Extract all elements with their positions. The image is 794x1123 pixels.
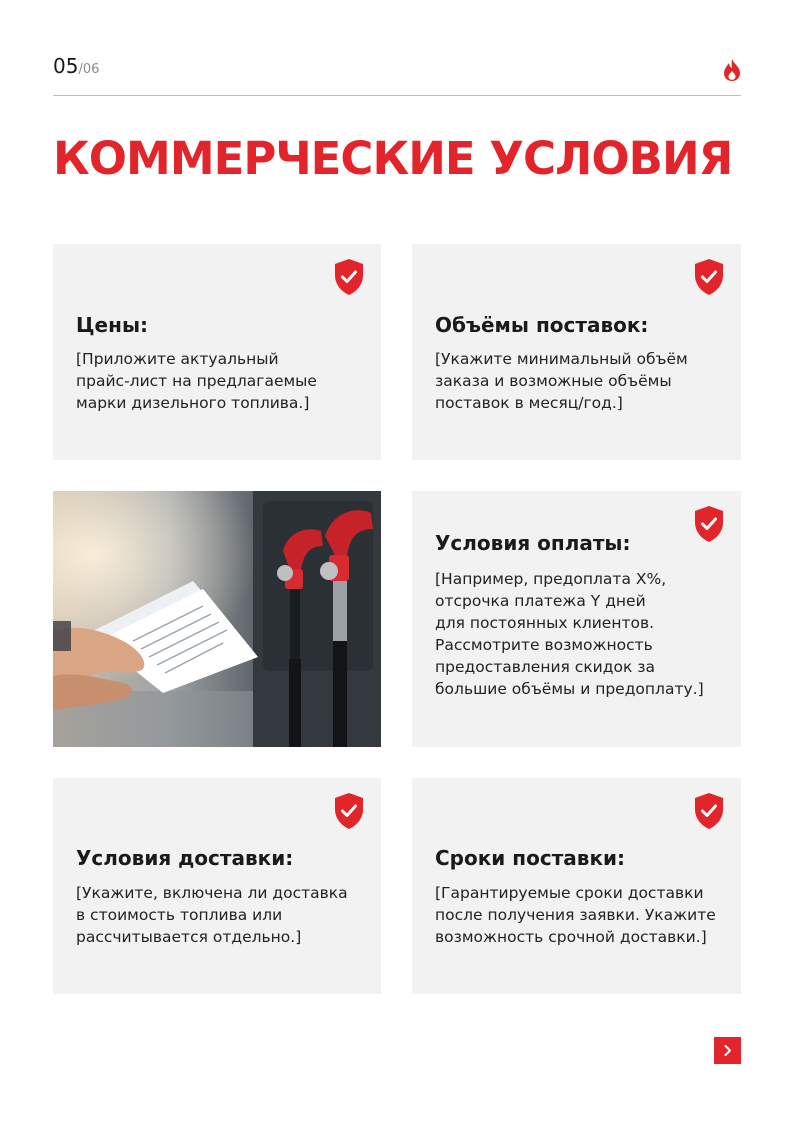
card-delivery-time xyxy=(412,778,741,994)
card-volumes xyxy=(412,244,741,460)
card-payment xyxy=(412,491,741,747)
header-divider xyxy=(53,95,741,96)
next-page-button[interactable] xyxy=(714,1037,741,1064)
card-heading: Объёмы поставок: xyxy=(435,313,649,337)
card-text: [Приложите актуальный прайс-лист на предлагаемые марки дизельного топлива.] xyxy=(76,350,317,412)
card-prices xyxy=(53,244,381,460)
card-text: [Например, предоплата X%, отсрочка платежа Y дней для постоянных клиентов. Рассмотрите возможность предоставления скидок за большие объёмы и предоплату.] xyxy=(435,570,704,698)
page-number xyxy=(53,54,99,78)
card-text: [Гарантируемые сроки доставки после получения заявки. Укажите возможность срочной доставки.] xyxy=(435,884,716,946)
card-heading: Цены: xyxy=(76,313,149,337)
page-current: 05 xyxy=(53,54,79,78)
shield-check-icon xyxy=(333,792,365,830)
shield-check-icon xyxy=(693,258,725,296)
card-text: [Укажите минимальный объём заказа и возможные объёмы поставок в месяц/год.] xyxy=(435,350,688,412)
card-heading: Условия оплаты: xyxy=(435,531,631,555)
card-delivery-terms xyxy=(53,778,381,994)
page-total: /06 xyxy=(78,62,100,77)
chevron-right-icon xyxy=(714,1037,741,1064)
card-heading: Условия доставки: xyxy=(76,846,294,870)
shield-check-icon xyxy=(693,505,725,543)
shield-check-icon xyxy=(693,792,725,830)
card-heading: Сроки поставки: xyxy=(435,846,626,870)
page-title: КОММЕРЧЕСКИЕ УСЛОВИЯ xyxy=(53,132,733,185)
flame-icon xyxy=(722,58,742,82)
fuel-pump-documents-photo xyxy=(53,491,381,747)
shield-check-icon xyxy=(333,258,365,296)
card-text: [Укажите, включена ли доставка в стоимость топлива или рассчитывается отдельно.] xyxy=(76,884,348,946)
